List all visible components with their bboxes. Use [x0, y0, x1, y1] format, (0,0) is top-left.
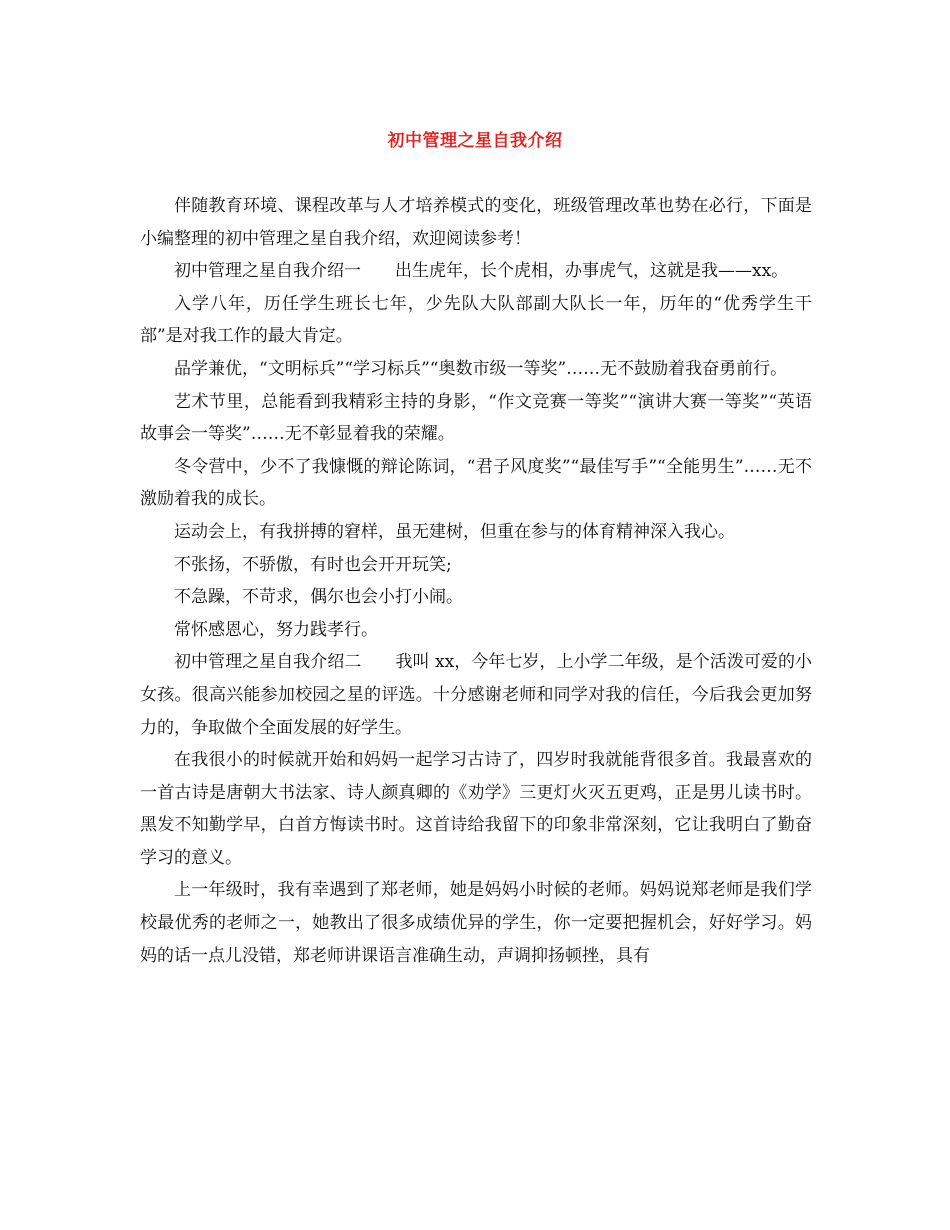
paragraph: 伴随教育环境、课程改革与人才培养模式的变化，班级管理改革也势在必行，下面是小编整理的初中管理之星自我介绍，欢迎阅读参考！ [140, 196, 812, 249]
document-title: 初中管理之星自我介绍 [387, 131, 563, 151]
paragraph: 初中管理之星自我介绍二 我叫 xx，今年七岁，上小学二年级，是个活泼可爱的小女孩。很高兴能参加校园之星的评选。十分感谢老师和同学对我的信任，今后我会更加努力的，争取做个全面发展的好学生。 [140, 652, 812, 738]
paragraph: 艺术节里，总能看到我精彩主持的身影，“作文竞赛一等奖”“演讲大赛一等奖”“英语故事会一等奖”……无不彰显着我的荣耀。 [140, 391, 812, 445]
paragraph: 运动会上，有我拼搏的窘样，虽无建树，但重在参与的体育精神深入我心。 [174, 521, 735, 542]
document-body [140, 190, 812, 972]
paragraph: 上一年级时，我有幸遇到了郑老师，她是妈妈小时候的老师。妈妈说郑老师是我们学校最优秀的老师之一，她教出了很多成绩优异的学生，你一定要把握机会，好好学习。妈妈的话一点儿没错，郑老师讲课语言准确生动，声调抑扬顿挫，具有 [140, 880, 812, 966]
paragraph: 品学兼优，“文明标兵”“学习标兵”“奥数市级一等奖”……无不鼓励着我奋勇前行。 [174, 358, 788, 379]
paragraph: 初中管理之星自我介绍一 出生虎年，长个虎相，办事虎气，这就是我——xx。 [174, 261, 789, 282]
paragraph: 在我很小的时候就开始和妈妈一起学习古诗了，四岁时我就能背很多首。我最喜欢的一首古诗是唐朝大书法家、诗人颜真卿的《劝学》三更灯火灭五更鸡，正是男儿读书时。黑发不知勤学早，白首方悔读书时。这首诗给我留下的印象非常深刻，它让我明白了勤奋学习的意义。 [140, 750, 812, 868]
paragraph: 常怀感恩心，努力践孝行。 [174, 619, 378, 640]
paragraph: 不张扬，不骄傲，有时也会开开玩笑; [174, 554, 452, 575]
paragraph: 冬令营中，少不了我慷慨的辩论陈词，“君子风度奖”“最佳写手”“全能男生”……无不激励着我的成长。 [140, 456, 812, 510]
paragraph: 不急躁，不苛求，偶尔也会小打小闹。 [174, 587, 463, 608]
paragraph: 入学八年，历任学生班长七年，少先队大队部副大队长一年，历年的“优秀学生干部”是对我工作的最大肯定。 [140, 293, 812, 347]
